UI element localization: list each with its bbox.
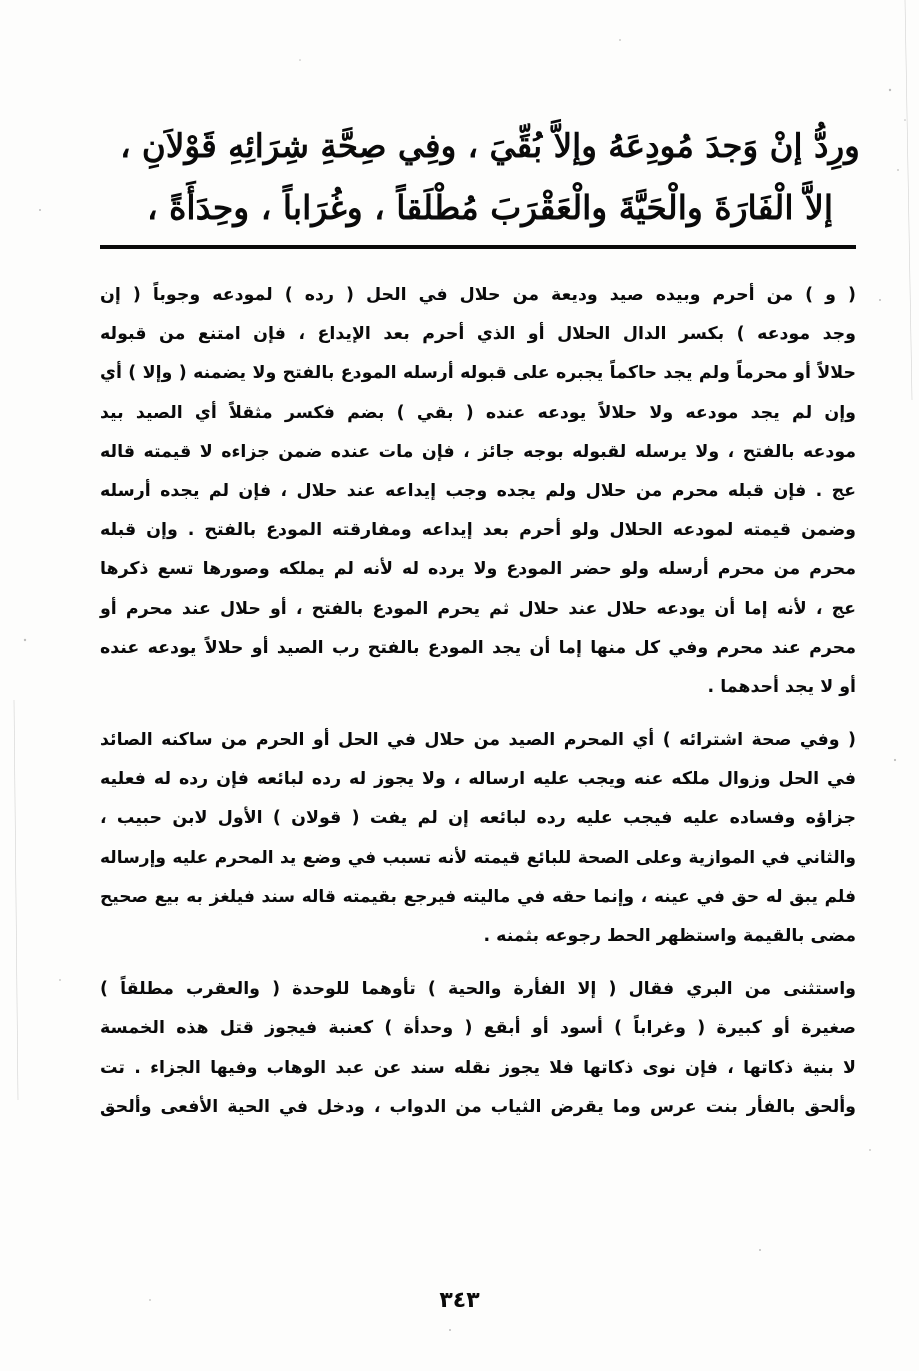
text-line: أو لا يجد أحدهما . (707, 676, 856, 697)
text-line: وجد مودعه ) بكسر الدال الحلال أو الذي أحرم بعد الإيداع ، فإن امتنع من قبوله (100, 324, 856, 345)
text-line: عج ، لأنه إما أن يودعه حلال عند حلال ثم يحرم المودع بالفتح ، أو حلال عند محرم أو (100, 598, 856, 619)
text-line: محرم من محرم أرسله ولو حضر المودع ولا يرده له لأنه لم يملكه وصورها تسع ذكرها (100, 559, 856, 580)
text-line: ( وفي صحة اشترائه ) أي المحرم الصيد من حلال في الحل أو الحرم من ساكنه الصائد (100, 730, 856, 751)
page-number: ٣٤٣ (439, 1288, 480, 1313)
text-line: في الحل وزوال ملكه عنه ويجب عليه ارساله ، ولا يجوز له رده لبائعه فإن رده له فعليه (100, 769, 856, 790)
text-line: مضى بالقيمة واستظهر الحط رجوعه بثمنه . (483, 926, 856, 946)
text-line: وإن لم يجد مودعه ولا حلالاً يودعه عنده ( بقي ) بضم فكسر مثقلاً أي الصيد بيد (100, 402, 856, 423)
text-line: محرم عند محرم وفي كل منها إما أن يجد المودع بالفتح رب الصيد أو حلالاً يودعه عنده (100, 637, 856, 658)
paragraph-gap (100, 707, 856, 721)
matn-line: ورِدُّ إنْ وَجدَ مُودِعَهُ وإلاَّ بُقِّيَ ، وفِي صِحَّةِ شِرَائِهِ قَوْلاَنِ ، (120, 126, 860, 165)
separator-rule (100, 245, 856, 249)
text-line: ( و ) من أحرم وبيده صيد وديعة من حلال في الحل ( رده ) لمودعه وجوباً ( إن (100, 285, 856, 305)
commentary-text (100, 276, 856, 1127)
text-line: وألحق بالفأر بنت عرس وما يقرض الثياب من الدواب ، ودخل في الحية الأفعى وألحق (100, 1096, 856, 1117)
text-line: وضمن قيمته لمودعه الحلال ولو أحرم بعد إيداعه ومفارقته المودع بالفتح . وإن قبله (100, 520, 856, 541)
text-line: واستثنى من البري فقال ( إلا الفأرة والحية ) تأوهما للوحدة ( والعقرب مطلقاً ) (100, 979, 856, 1000)
text-line: جزاؤه وفساده عليه فيجب عليه رده لبائعه إن لم يفت ( قولان ) الأول لابن حبيب ، (100, 808, 856, 829)
text-line: حلالاً أو محرماً ولم يجد حاكماً يجبره على قبوله أرسله المودع بالفتح ولا يضمنه ( وإلا ) أي (100, 363, 856, 384)
text-line: عج . فإن قبله محرم من حلال ولم يجده وجب إيداعه عند حلال ، فإن لم يجده أرسله (100, 480, 856, 501)
paragraph-gap (100, 956, 856, 970)
text-line: لا بنية ذكاتها ، فإن نوى ذكاتها فلا يجوز نقله سند عن عبد الوهاب وفيها الجزاء . تت (100, 1057, 856, 1078)
text-line: مودعه بالفتح ، ولا يرسله لقبوله بوجه جائز ، فإن مات عنده ضمن جزاءه لا قيمته قاله (100, 441, 856, 462)
matn-line: إلاَّ الْفَارَةَ والْحَيَّةَ والْعَقْرَبَ مُطْلَقاً ، وغُرَاباً ، وحِدَأَةً ، (146, 188, 834, 227)
text-line: والثاني في الموازية وعلى الصحة للبائع قيمته لأنه تسبب في وضع يد المحرم عليه وإرساله (100, 847, 856, 868)
matn-verse (120, 115, 860, 239)
text-line: صغيرة أو كبيرة ( وغراباً ) أسود أو أبقع ( وحدأة ) كعنبة فيجوز قتل هذه الخمسة (100, 1018, 856, 1039)
text-line: فلم يبق له حق في عينه ، وإنما حقه في ماليته فيرجع بقيمته قاله سند فيلغز به بيع صحيح (100, 886, 856, 907)
